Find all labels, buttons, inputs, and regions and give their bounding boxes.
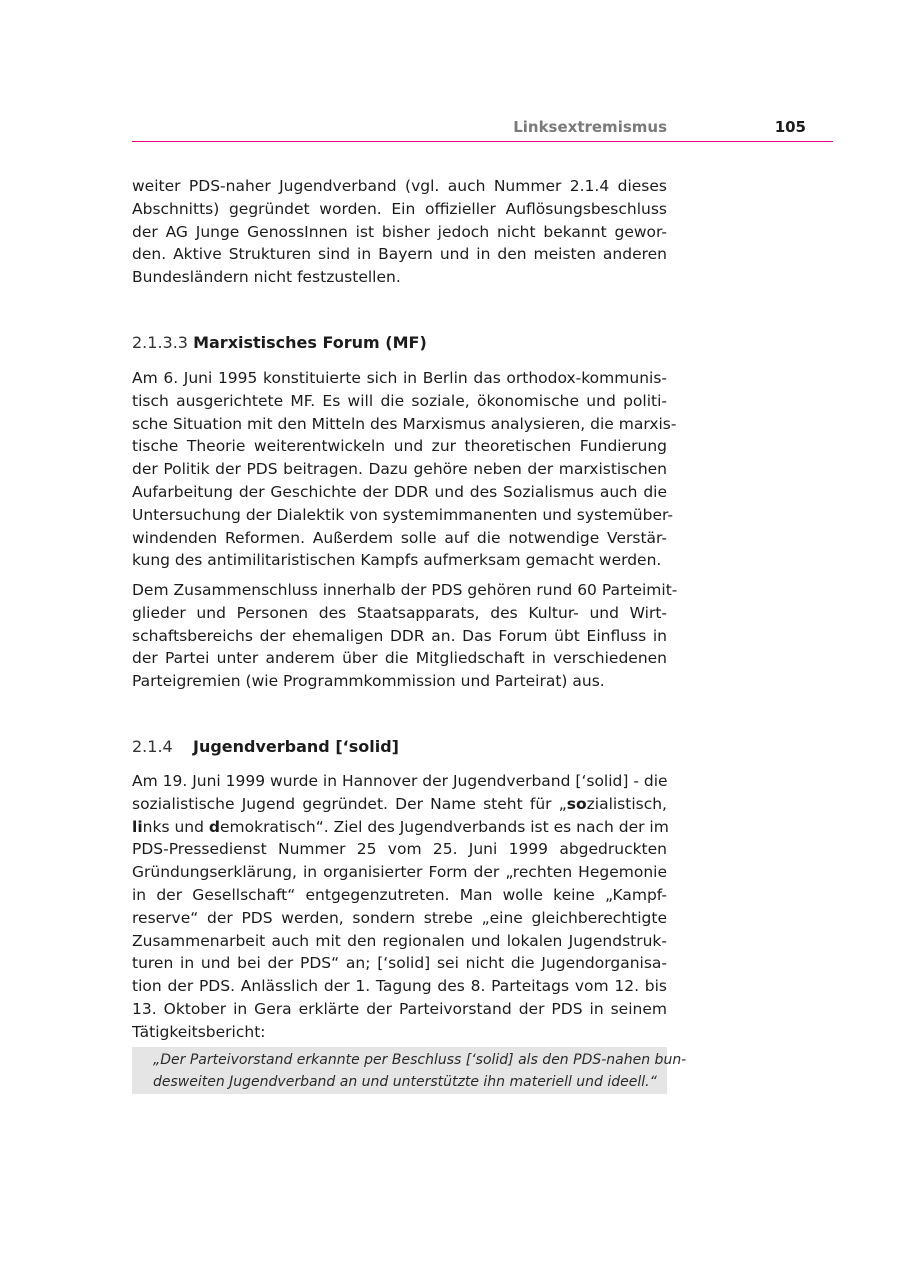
bold-run: d bbox=[208, 817, 220, 836]
text-run: emokratisch“. Ziel des Jugendverbands ist es nach der im bbox=[219, 817, 669, 836]
text-line: PDS-Pressedienst Nummer 25 vom 25. Juni 1999 abgedruckten bbox=[132, 840, 667, 859]
text-line: tisch ausgerichtete MF. Es will die soziale, ökonomische und politi- bbox=[132, 391, 667, 410]
header-rule bbox=[132, 141, 833, 142]
bold-run: so bbox=[566, 794, 587, 813]
text-line: sche Situation mit den Mitteln des Marxismus analysieren, die marxis- bbox=[132, 414, 677, 433]
text-line: reserve“ der PDS werden, sondern strebe „eine gleichberechtigte bbox=[132, 908, 667, 927]
text-line: Abschnitts) gegründet worden. Ein offizieller Auflösungsbeschluss bbox=[132, 199, 667, 218]
text-line bbox=[132, 816, 667, 839]
running-header-section: Linksextremismus bbox=[513, 118, 667, 136]
text-line: Tätigkeitsbericht: bbox=[132, 1022, 266, 1041]
text-line: windenden Reformen. Außerdem solle auf die notwendige Verstär- bbox=[132, 528, 667, 547]
text-line: tion der PDS. Anlässlich der 1. Tagung des 8. Parteitags vom 12. bis bbox=[132, 977, 667, 996]
text-line: Am 6. Juni 1995 konstituierte sich in Berlin das orthodox-kommunis- bbox=[132, 369, 667, 387]
section-number: 2.1.3.3 bbox=[132, 333, 188, 352]
section-number: 2.1.4 bbox=[132, 737, 173, 756]
quote-box bbox=[132, 1047, 687, 1094]
text-line: weiter PDS-naher Jugendverband (vgl. auch Nummer 2.1.4 dieses bbox=[132, 177, 667, 195]
text-line: Am 19. Juni 1999 wurde in Hannover der Jugendverband [‘solid] - die bbox=[132, 772, 668, 790]
text-line: kung des antimilitaristischen Kampfs aufmerksam gemacht werden. bbox=[132, 551, 662, 570]
quote-line: desweiten Jugendverband an und unterstützte ihn materiell und ideell.“ bbox=[153, 1074, 657, 1090]
mf-paragraph-2 bbox=[132, 579, 678, 693]
text-line: Bundesländern nicht festzustellen. bbox=[132, 268, 401, 287]
text-run: zialistisch, bbox=[586, 794, 667, 813]
section-heading-solid bbox=[132, 736, 667, 758]
text-line: turen in und bei der PDS“ an; [‘solid] sei nicht die Jugendorganisa- bbox=[132, 954, 667, 973]
text-line: schaftsbereichs der ehemaligen DDR an. Das Forum übt Einfluss in bbox=[132, 626, 667, 645]
text-line: 13. Oktober in Gera erklärte der Parteivorstand der PDS in seinem bbox=[132, 999, 667, 1018]
text-line: Dem Zusammenschluss innerhalb der PDS gehören rund 60 Parteimit- bbox=[132, 581, 678, 599]
section-title: Jugendverband [‘solid] bbox=[193, 737, 399, 756]
bold-run: li bbox=[132, 817, 143, 836]
text-line: Gründungserklärung, in organisierter Form der „rechten Hegemonie bbox=[132, 863, 667, 882]
text-line: Parteigremien (wie Programmkommission und Parteirat) aus. bbox=[132, 672, 605, 691]
text-run: sozialistische Jugend gegründet. Der Name steht für „ bbox=[132, 794, 567, 813]
text-line: den. Aktive Strukturen sind in Bayern und in den meisten anderen bbox=[132, 245, 667, 264]
text-line: tische Theorie weiterentwickeln und zur theoretischen Fundierung bbox=[132, 437, 667, 456]
text-line: in der Gesellschaft“ entgegenzutreten. Man wolle keine „Kampf- bbox=[132, 885, 667, 904]
text-line: der Politik der PDS beitragen. Dazu gehöre neben der marxistischen bbox=[132, 460, 667, 479]
quote-line: „Der Parteivorstand erkannte per Beschluss [‘solid] als den PDS-nahen bun- bbox=[153, 1052, 687, 1068]
text-line: der Partei unter anderem über die Mitgliedschaft in verschiedenen bbox=[132, 649, 667, 668]
mf-paragraph-1 bbox=[132, 367, 677, 572]
section-title: Marxistisches Forum (MF) bbox=[193, 333, 427, 352]
intro-paragraph bbox=[132, 175, 667, 289]
text-line: Zusammenarbeit auch mit den regionalen und lokalen Jugendstruk- bbox=[132, 931, 667, 950]
section-heading-mf bbox=[132, 332, 667, 354]
text-line: glieder und Personen des Staatsapparats, des Kultur- und Wirt- bbox=[132, 603, 667, 622]
text-line bbox=[132, 793, 667, 816]
page-number: 105 bbox=[774, 118, 806, 136]
text-line: Untersuchung der Dialektik von systemimmanenten und systemüber- bbox=[132, 505, 673, 524]
solid-paragraph bbox=[132, 770, 667, 1044]
text-run: nks und bbox=[142, 817, 209, 836]
text-line: der AG Junge GenossInnen ist bisher jedoch nicht bekannt gewor- bbox=[132, 222, 667, 241]
text-line: Aufarbeitung der Geschichte der DDR und des Sozialismus auch die bbox=[132, 482, 667, 501]
